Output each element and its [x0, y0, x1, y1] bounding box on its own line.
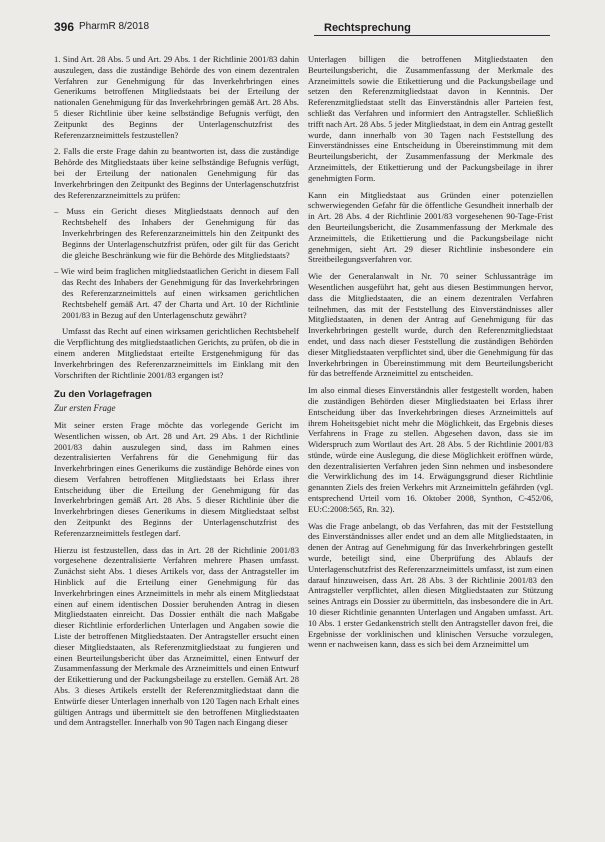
journal-name: PharmR 8/2018: [79, 21, 150, 32]
paragraph: Was die Frage anbelangt, ob das Verfahren, das mit der Feststellung des Einverständnisses aller endet und an dem alle Mitgliedstaaten, in denen der Antrag auf Genehmigung für das Inverkehrbringen gestellt wurde, beteiligt sind, eine Überprüfung des Ablaufs der Unterlagenschutzfrist des Referenzarzneimittels umfasst, ist zum einen darauf hinzuweisen, dass Art. 28 Abs. 3 der Richtlinie 2001/83 den Antragsteller verpflichtet, allen diesen Mitgliedstaaten zur Stützung seines Antrags ein Dossier zu übermitteln, das insbesondere die in Art. 10 dieser Richtlinie genannten Unterlagen und Angaben umfasst. Art. 10 Abs. 1 erster Gedankenstrich stellt den Antragsteller davon frei, die Ergebnisse der vorklinischen und klinischen Versuche vorzulegen, wenn er nachweisen kann, dass es sich bei dem Arzneimittel um: [308, 520, 553, 650]
question-2-sub-a: – Muss ein Gericht dieses Mitgliedstaats dennoch auf den Rechtsbehelf des Inhabers der Genehmigung für das Inverkehrbringen des Referenzarzneimittels hin den Zeitpunkt des Beginns der Unterlagenschutzfrist prüfen, oder gilt für das Gericht die gleiche Beschränkung wie für die Behörde des Mitgliedstaats?: [54, 206, 299, 260]
question-1: 1. Sind Art. 28 Abs. 5 und Art. 29 Abs. 1 der Richtlinie 2001/83 dahin auszulegen, dass die zuständige Behörde des von einem dezentralen Verfahren zur Genehmigung für das Inverkehrbringen eines Generikums betroffenen Mitgliedstaats bei der Erteilung der nationalen Genehmigung für das Inverkehrbringen gemäß Art. 28 Abs. 5 dieser Richtlinie über keine selbständige Befugnis verfügt, den Zeitpunkt des Beginns der Unterlagenschutzfrist des Referenzarzneimittels festzustellen?: [54, 54, 299, 140]
question-2: 2. Falls die erste Frage dahin zu beantworten ist, dass die zuständige Behörde des Mitgliedstaats über keine selbständige Befugnis verfügt, bei der Erteilung der nationalen Genehmigung für das Inverkehrbringen den Zeitpunkt des Beginns der Unterlagenschutzfrist des Referenzarzneimittels zu prüfen:: [54, 146, 299, 200]
paragraph: Wie der Generalanwalt in Nr. 70 seiner Schlussanträge im Wesentlichen ausgeführt hat, geht aus diesen Bestimmungen hervor, dass die Mitgliedstaaten, die an einem dezentralen Verfahren teilnehmen, das mit der Feststellung des Einverständnisses aller Mitgliedstaaten, in denen der Antrag auf Genehmigung für das Inverkehrbringen gestellt wurde, durch den Referenzmitgliedstaat endet, und dass nach dieser Feststellung die zuständigen Behörden dieser Mitgliedstaaten verpflichtet sind, über die Genehmigung für das Inverkehrbringen in Übereinstimmung mit dem Beurteilungsbericht für das betreffende Arzneimittel zu entscheiden.: [308, 271, 553, 379]
header-rule: [314, 35, 550, 36]
page-header: [54, 20, 550, 40]
right-column: [308, 54, 553, 836]
heading-vorlagefragen: Zu den Vorlagefragen: [54, 389, 152, 401]
subheading-erste-frage: Zur ersten Frage: [54, 403, 116, 414]
paragraph: Hierzu ist festzustellen, dass das in Art. 28 der Richtlinie 2001/83 vorgesehene dezentralisierte Verfahren mehrere Phasen umfasst. Zunächst sieht Abs. 1 dieses Artikels vor, dass der Antragsteller im Hinblick auf die Erteilung einer Genehmigung für das Inverkehrbringen eines Arzneimittels in mehr als einem Mitgliedstaat einen auf einem identischen Dossier beruhenden Antrag in diesen Mitgliedstaaten einreicht. Das Dossier enthält die nach Maßgabe dieser Richtlinie erforderlichen Unterlagen und Angaben sowie die Liste der betroffenen Mitgliedstaaten. Der Antragsteller ersucht einen dieser Mitgliedstaaten, als Referenzmitgliedstaat zu fungieren und einen Beurteilungsbericht über das Arzneimittel, einen Entwurf der Zusammenfassung der Merkmale des Arzneimittels und einen Entwurf der Etikettierung und der Packungsbeilage zu erstellen. Gemäß Art. 28 Abs. 3 dieses Artikels erstellt der Referenzmitgliedstaat dann die Entwürfe dieser Unterlagen innerhalb von 120 Tagen nach Erhalt eines gültigen Antrags und übermittelt sie den betroffenen Mitgliedstaaten und dem Antragsteller. Innerhalb von 90 Tagen nach Eingang dieser: [54, 544, 299, 728]
paragraph: Unterlagen billigen die betroffenen Mitgliedstaaten den Beurteilungsbericht, die Zusammenfassung der Merkmale des Arzneimittels sowie die Etikettierung und die Packungsbeilage und setzen den Referenzmitgliedstaat davon in Kenntnis. Der Referenzmitgliedstaat stellt das Einverständnis aller Parteien fest, schließt das Verfahren und informiert den Antragsteller. Schließlich trifft nach Art. 28 Abs. 5 jeder Mitgliedstaat, in dem ein Antrag gestellt wurde, dann innerhalb von 30 Tagen nach Feststellung des Einverständnisses eine Entscheidung in Übereinstimmung mit dem Beurteilungsbericht, der Zusammenfassung der Merkmale des Arzneimittels, der Etikettierung und der Packungsbeilage in ihrer genehmigten Form.: [308, 54, 553, 183]
paragraph: Mit seiner ersten Frage möchte das vorlegende Gericht im Wesentlichen wissen, ob Art. 28 und Art. 29 Abs. 1 der Richtlinie 2001/83 dahin auszulegen sind, dass im Rahmen eines dezentralisierten Verfahrens für die Genehmigung für das Inverkehrbringen eines Generikums die zuständige Behörde eines von diesem Verfahren betroffenen Mitgliedstaats bei Erlass ihrer Entscheidung über die Erteilung der Genehmigung für das Inverkehrbringen gemäß Art. 28 Abs. 5 dieser Richtlinie über die Inverkehrbringen dieses Generikums in diesem Mitgliedstaat selbst den Zeitpunkt des Beginns der Unterlagenschutzfrist des Referenzarzneimittels festlegen darf.: [54, 419, 299, 538]
question-2-sub-b: – Wie wird beim fraglichen mitgliedstaatlichen Gericht in diesem Fall das Recht des Inhabers der Genehmigung für das Inverkehrbringen des Referenzarzneimittels auf einen wirksamen gerichtlichen Rechtsbehelf gemäß Art. 47 der Charta und Art. 10 der Richtlinie 2001/83 in Bezug auf den Unterlagenschutz gewährt?: [54, 266, 299, 320]
paragraph: Kann ein Mitgliedstaat aus Gründen einer potenziellen schwerwiegenden Gefahr für die öffentliche Gesundheit innerhalb der in Art. 28 Abs. 4 der Richtlinie 2001/83 vorgesehenen 90-Tage-Frist den Beurteilungsbericht, die Zusammenfassung der Merkmale des Arzneimittels, die Etikettierung und die Packungsbeilage nicht genehmigen, sieht Art. 29 dieser Richtlinie insbesondere ein Streitbeilegungsverfahren vor.: [308, 189, 553, 265]
page-number: 396: [54, 20, 75, 34]
section-title: Rechtsprechung: [324, 22, 411, 34]
left-column: [54, 54, 299, 836]
question-2-sub-c: Umfasst das Recht auf einen wirksamen gerichtlichen Rechtsbehelf die Verpflichtung des mitgliedstaatlichen Gerichts, zu prüfen, ob die in einem anderen Mitgliedstaat erteilte Erstgenehmigung für das Inverkehrbringen des Referenzarzneimittels im Einklang mit den Vorschriften der Richtlinie 2001/83 ergangen ist?: [54, 326, 299, 380]
paragraph: Im also einmal dieses Einverständnis aller festgestellt worden, haben die zuständigen Behörden dieser Mitgliedstaaten bei Erlass ihrer Entscheidung über das Inverkehrbringen dieses Arzneimittels auf ihrem Hoheitsgebiet nicht mehr die Möglichkeit, das Ergebnis dieses Verfahrens in Frage zu stellen. Abgesehen davon, dass sie im Widerspruch zum Wortlaut des Art. 28 Abs. 5 der Richtlinie 2001/83 stünde, würde eine Auslegung, die diese Möglichkeit eröffnen würde, den dezentralisierten Verfahren jeden Sinn nehmen und insbesondere die Verwirklichung des im 14. Erwägungsgrund dieser Richtlinie genannten Ziels des freien Verkehrs mit Arzneimitteln gefährden (vgl. entsprechend Urteil vom 16. Oktober 2008, Synthon, C-452/06, EU:C:2008:565, Rn. 32).: [308, 385, 553, 514]
